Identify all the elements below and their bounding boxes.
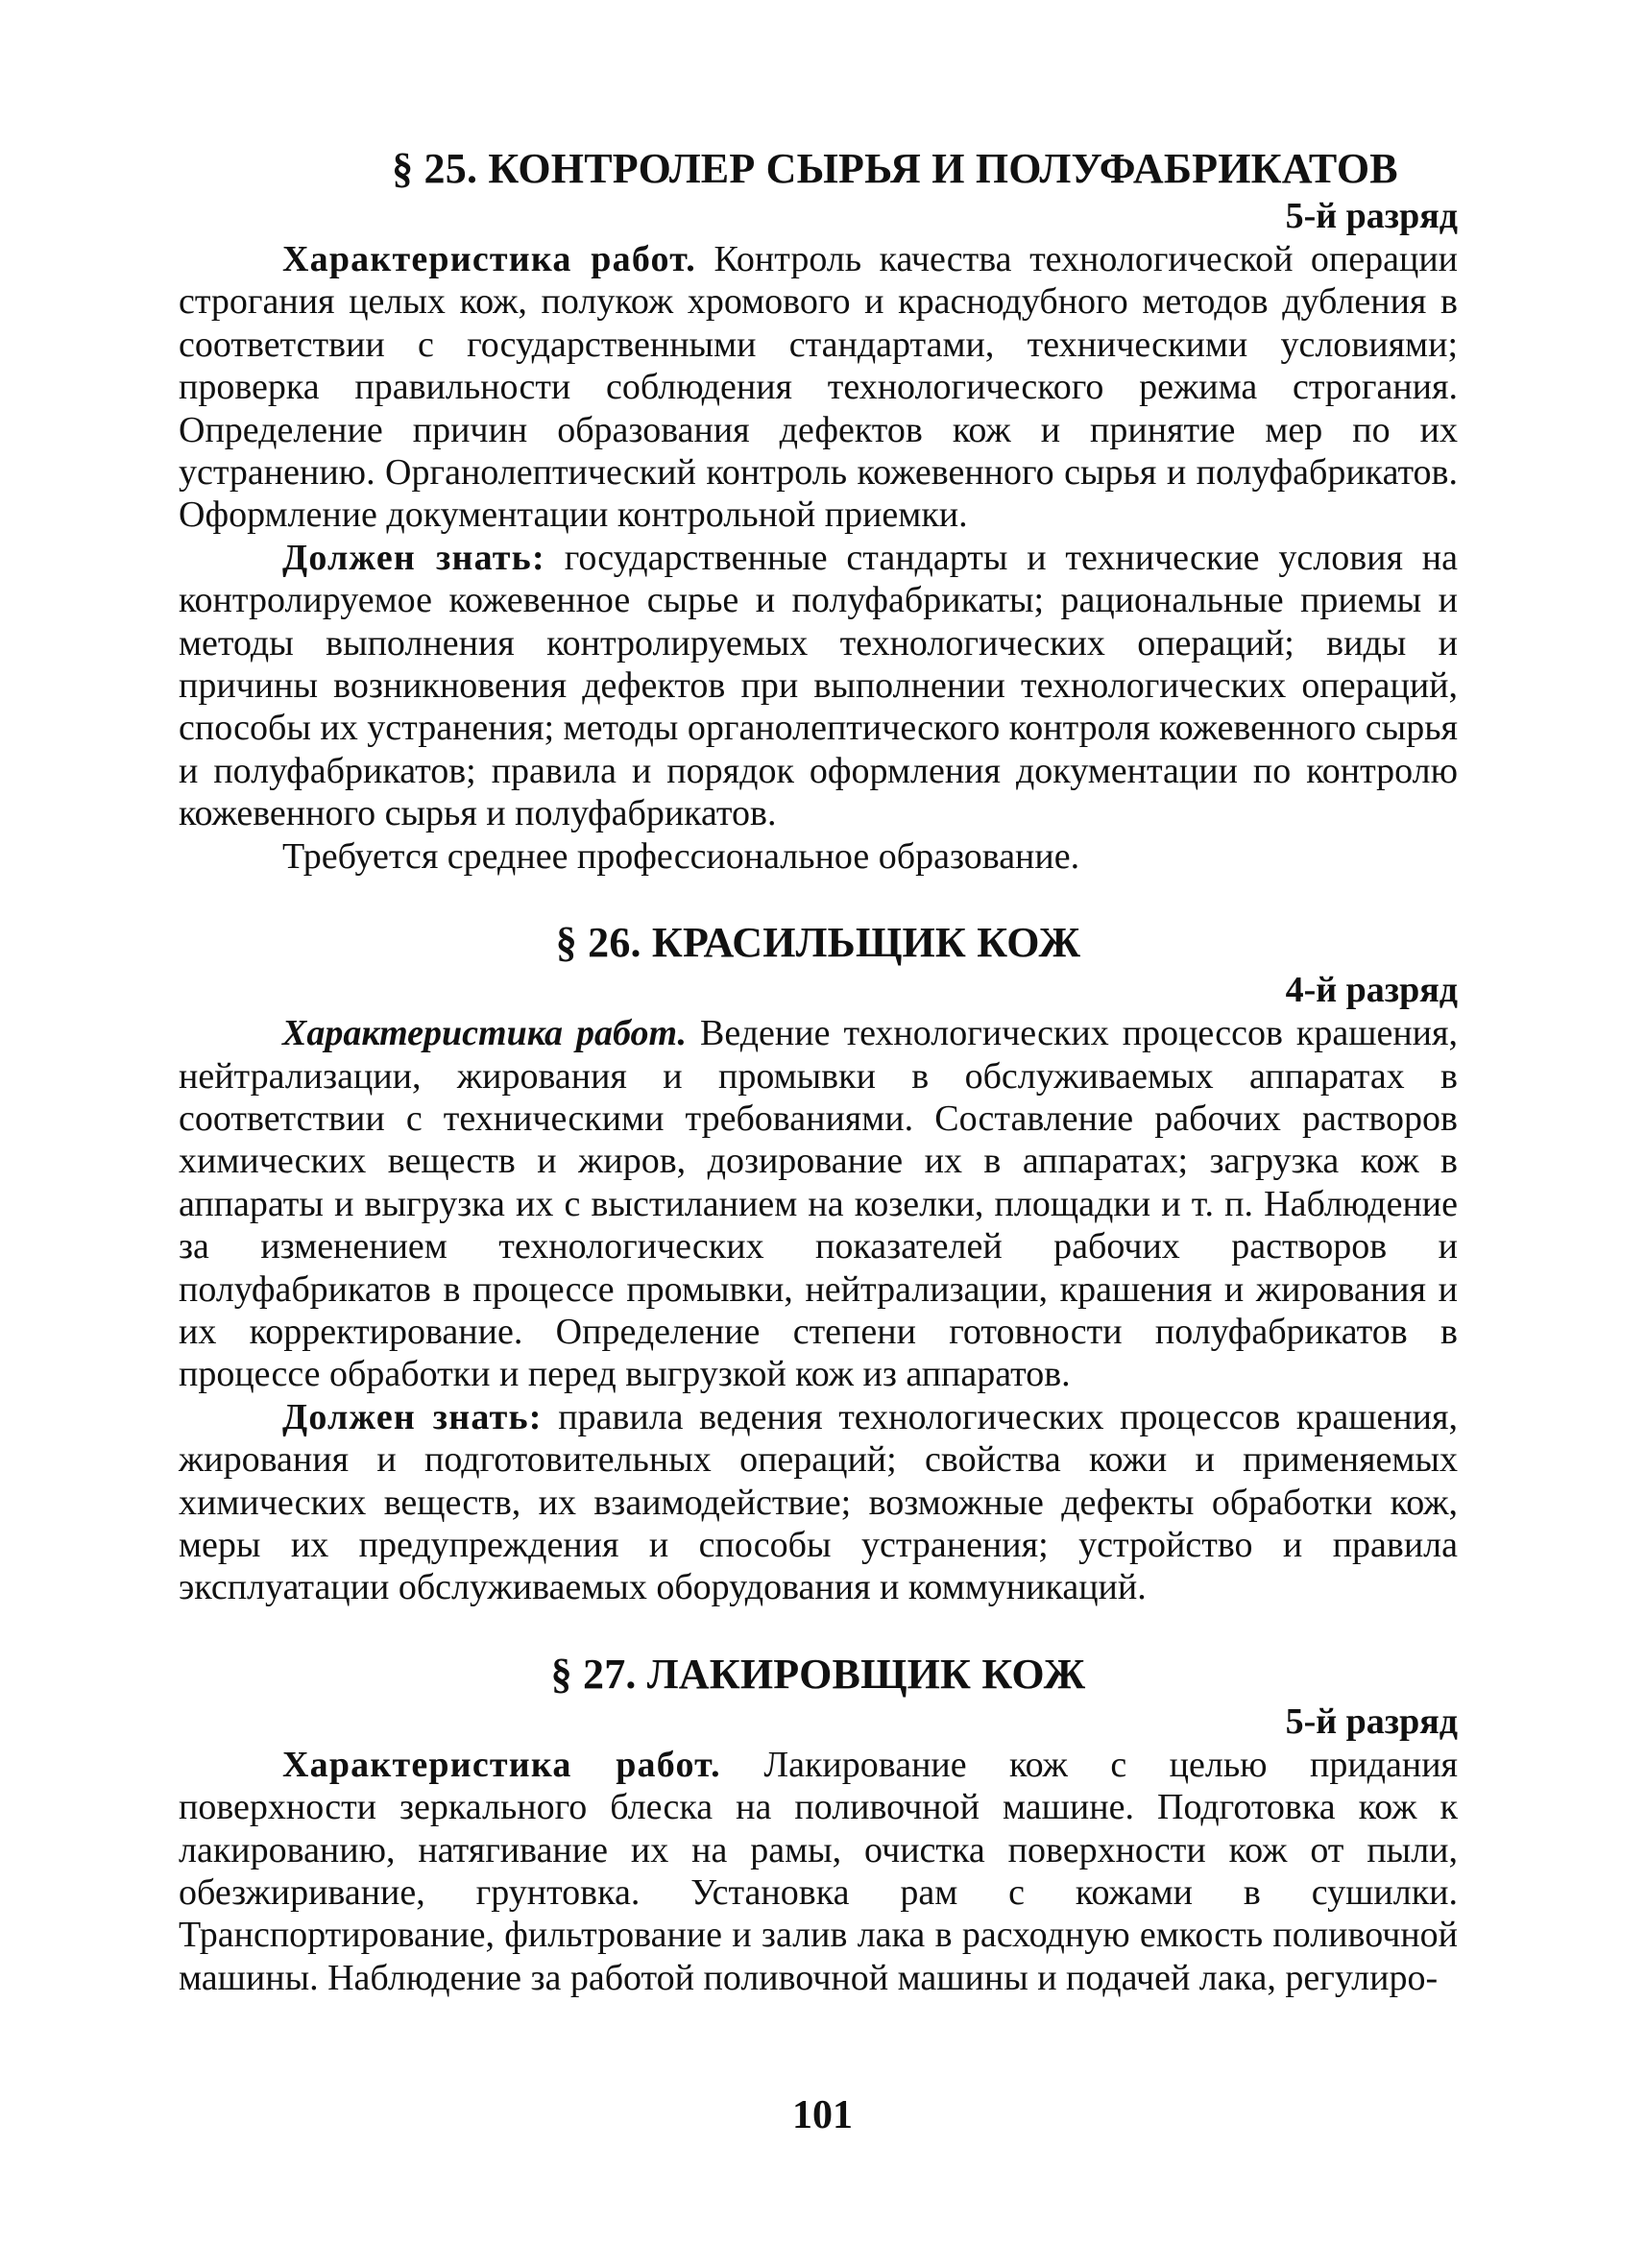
section-25-title: § 25. КОНТРОЛЕР СЫРЬЯ И ПОЛУФАБРИКАТОВ	[392, 145, 1398, 192]
section-26-knowledge	[179, 1396, 1458, 1609]
characteristic-text: Контроль качества технологической операции строгания целых кож, полукож хромового и краснодубного методов дубления в соответствии с государственными стандартами, техническими условиями; проверка правильности соблюдения технологического режима строгания. Определение причин образования дефектов кож и принятие мер по их устранению. Органолептический контроль кожевенного сырья и полуфабрикатов. Оформление документации контрольной приемки.	[179, 239, 1459, 536]
characteristic-text: Лакирование кож с целью придания поверхности зеркального блеска на поливочной машине. Подготовка кож к лакированию, натягивание их на рамы, очистка поверхности кож от пыли, обезжиривание, грунтовка. Установка рам с кожами в сушилки. Транспортирование, фильтрование и залив лака в расходную емкость поливочной машины. Наблюдение за работой поливочной машины и подачей лака, регулиро-	[179, 1744, 1459, 1998]
characteristic-text: Ведение технологических процессов крашения, нейтрализации, жирования и промывки в обслуживаемых аппаратах в соответствии с техническими требованиями. Составление рабочих растворов химических веществ и жиров, дозирование их в аппаратах; загрузка кож в аппараты и выгрузка их с выстиланием на козелки, площадки и т. п. Наблюдение за изменением технологических показателей рабочих растворов и полуфабрикатов в процессе промывки, нейтрализации, крашения и жирования и их корректирование. Определение степени готовности полуфабрикатов в процессе обработки и перед выгрузкой кож из аппаратов.	[179, 1013, 1458, 1395]
section-26-characteristic	[179, 1012, 1458, 1396]
knowledge-text: правила ведения технологических процессов крашения, жирования и подготовительных операций; свойства кожи и применяемых химических веществ, их взаимодействие; возможные дефекты обработки кож, меры их предупреждения и способы устранения; устройство и правила эксплуатации обслуживаемых оборудования и коммуникаций.	[179, 1396, 1458, 1608]
section-25-knowledge	[179, 537, 1458, 835]
knowledge-label: Должен знать:	[282, 537, 545, 578]
knowledge-label: Должен знать:	[282, 1396, 543, 1437]
section-27-grade: 5-й разряд	[1285, 1701, 1458, 1742]
section-25-grade: 5-й разряд	[1285, 196, 1458, 236]
page-text	[179, 144, 1458, 1999]
section-27-characteristic	[179, 1744, 1458, 1999]
characteristic-label: Характеристика работ.	[282, 1744, 721, 1785]
page-number: 101	[792, 2093, 853, 2137]
section-25-education-note: Требуется среднее профессиональное образование.	[282, 835, 1080, 877]
characteristic-label: Характеристика работ.	[282, 1013, 688, 1054]
section-26-title: § 26. КРАСИЛЬЩИК КОЖ	[555, 919, 1081, 967]
section-27-title: § 27. ЛАКИРОВЩИК КОЖ	[550, 1650, 1086, 1698]
section-26-grade: 4-й разряд	[1285, 970, 1458, 1011]
section-25-characteristic	[179, 238, 1458, 537]
knowledge-text: государственные стандарты и технические условия на контролируемое кожевенное сырье и полуфабрикаты; рациональные приемы и методы выполнения контролируемых технологических операций; виды и причины возникновения дефектов при выполнении технологических операций, способы их устранения; методы органолептического контроля кожевенного сырья и полуфабрикатов; правила и порядок оформления документации по контролю кожевенного сырья и полуфабрикатов.	[179, 537, 1459, 834]
characteristic-label: Характеристика работ.	[282, 239, 696, 279]
